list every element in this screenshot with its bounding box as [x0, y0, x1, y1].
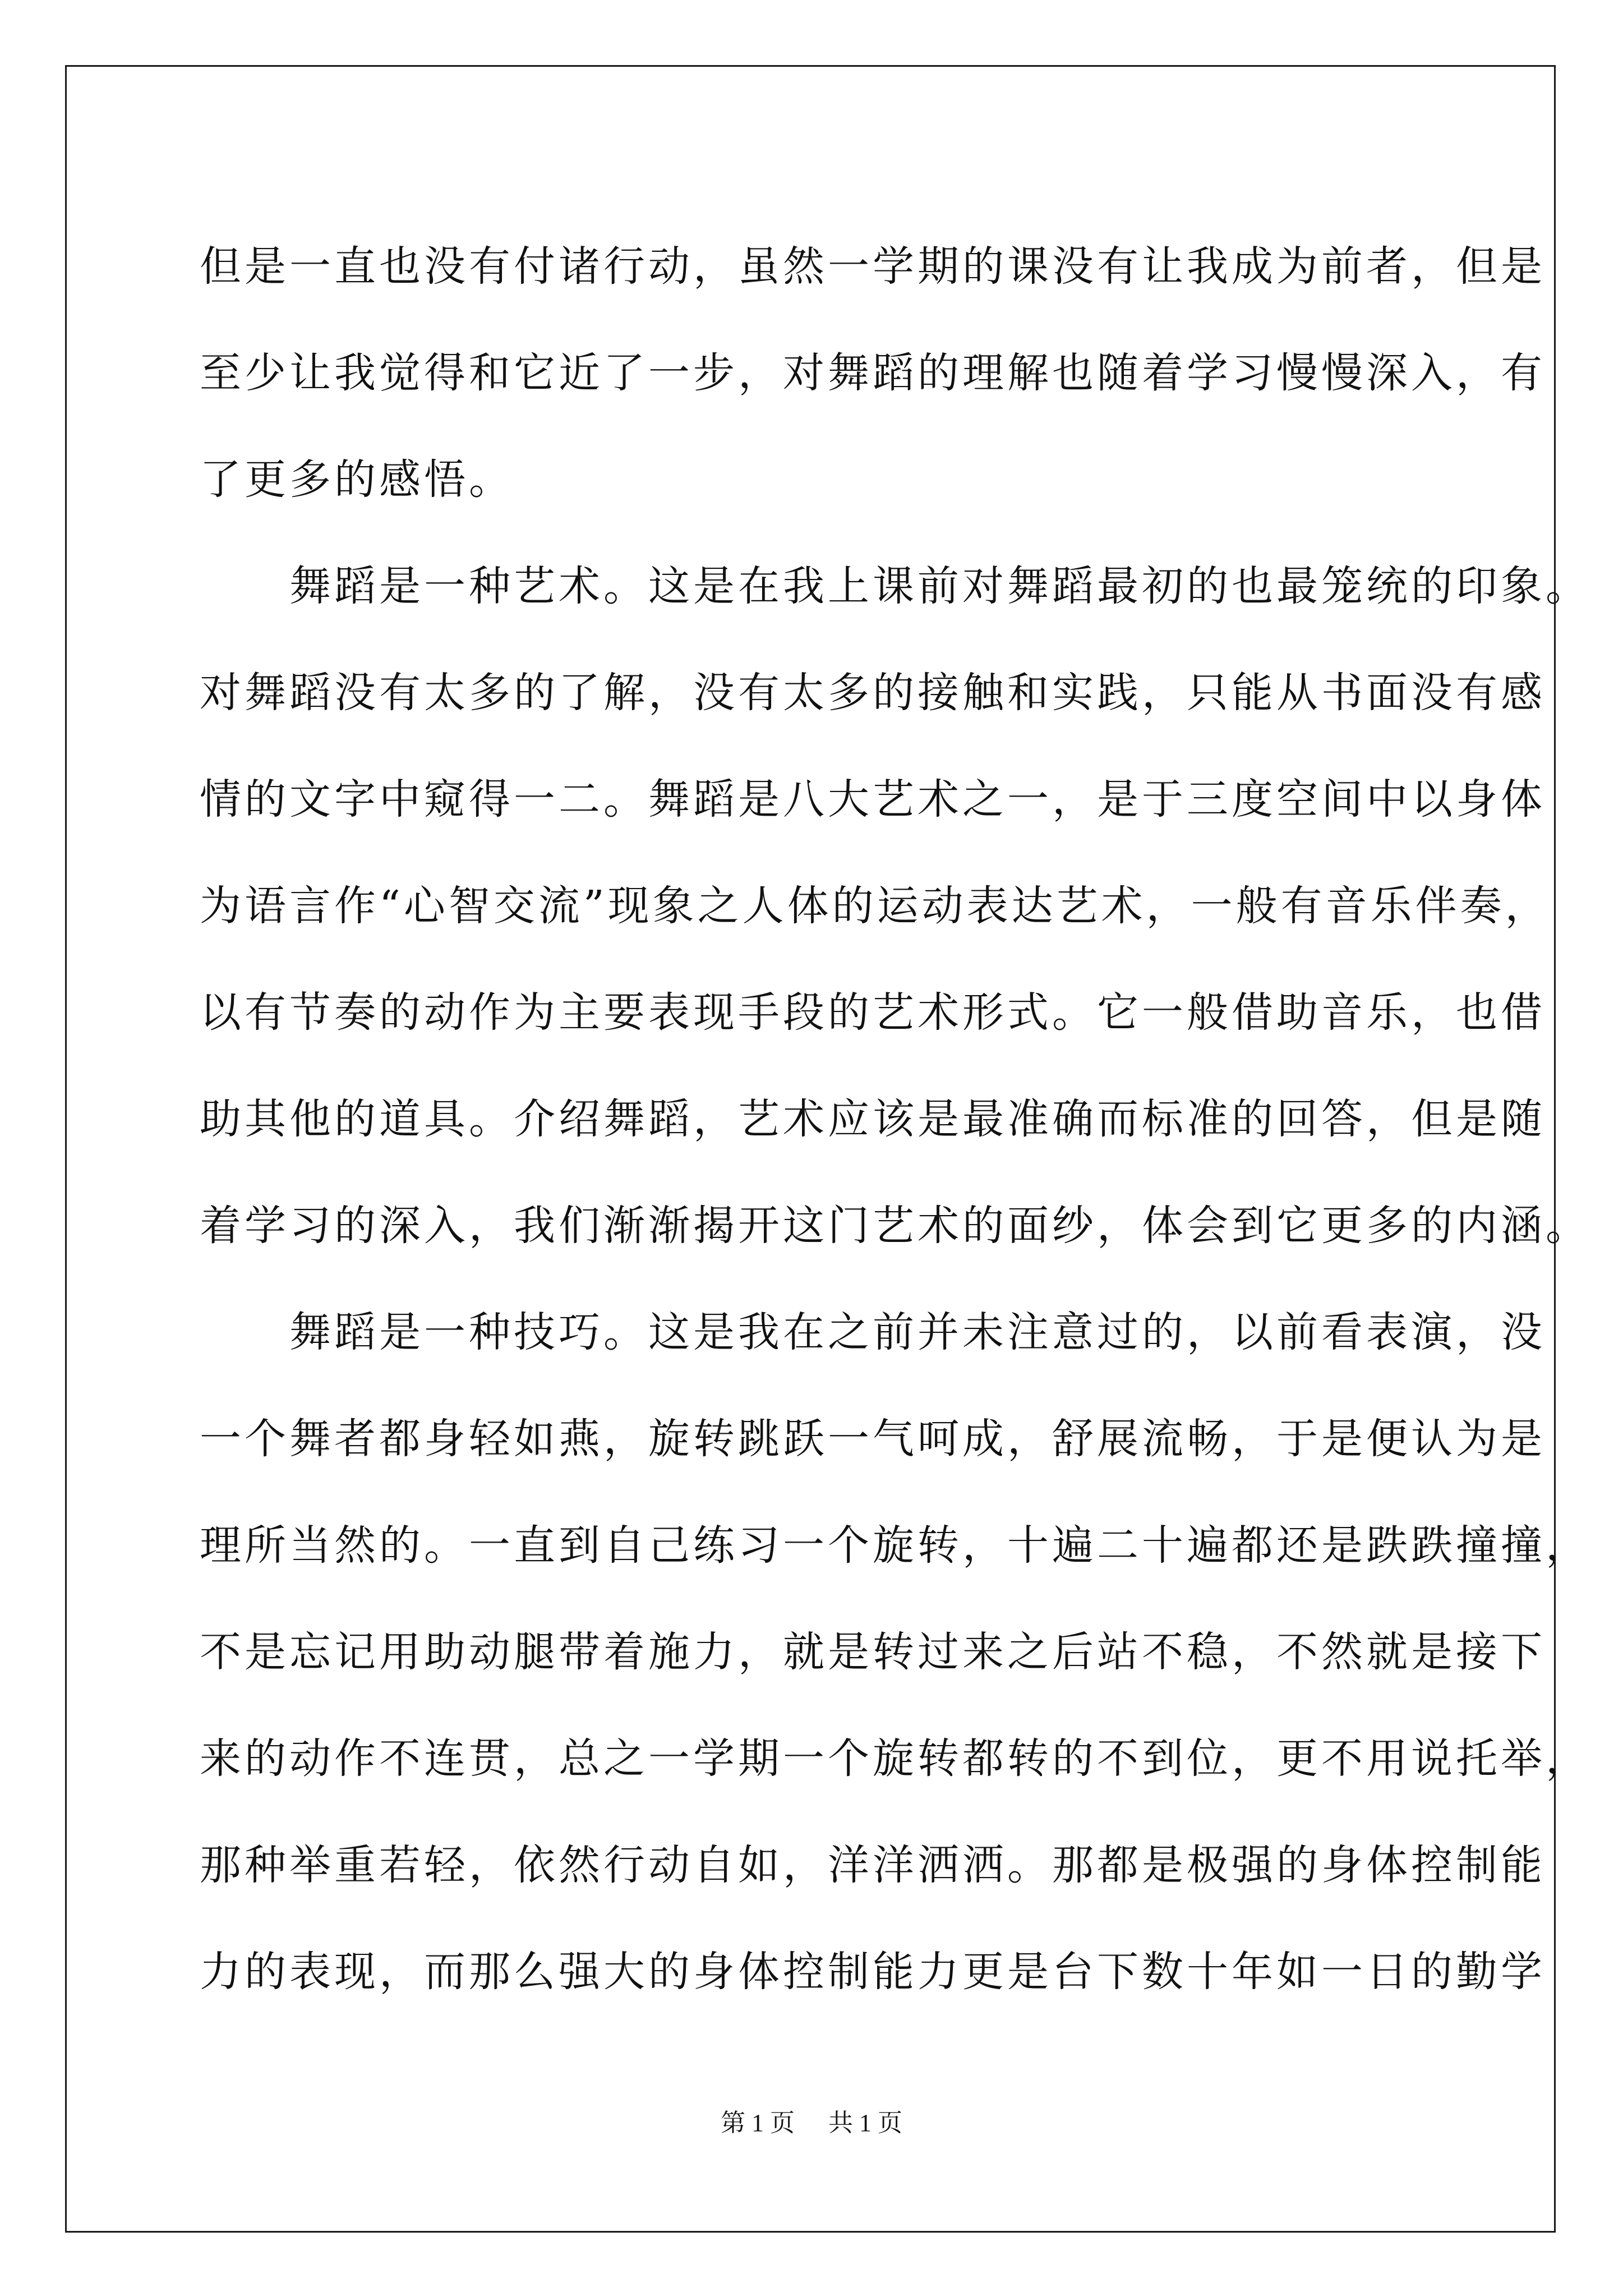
text-line: 那种举重若轻，依然行动自如，洋洋洒洒。那都是极强的身体控制能: [200, 1841, 1546, 1889]
text-line: 舞蹈是一种技巧。这是我在之前并未注意过的，以前看表演，没: [200, 1308, 1546, 1356]
text-line: 力的表现，而那么强大的身体控制能力更是台下数十年如一日的勤学: [200, 1948, 1546, 1996]
document-body: [200, 213, 1590, 2025]
text-line: 对舞蹈没有太多的了解，没有太多的接触和实践，只能从书面没有感: [200, 669, 1546, 717]
text-line: 舞蹈是一种艺术。这是在我上课前对舞蹈最初的也最笼统的印象。: [200, 562, 1590, 610]
text-line: 以有节奏的动作为主要表现手段的艺术形式。它一般借助音乐，也借: [200, 988, 1546, 1037]
page-number: 第 1 页: [721, 2109, 795, 2137]
text-line: 一个舞者都身轻如燕，旋转跳跃一气呵成，舒展流畅，于是便认为是: [200, 1415, 1546, 1463]
text-line: 不是忘记用助动腿带着施力，就是转过来之后站不稳，不然就是接下: [200, 1628, 1546, 1676]
text-line: 着学习的深入，我们渐渐揭开这门艺术的面纱，体会到它更多的内涵。: [200, 1202, 1590, 1250]
text-line: 但是一直也没有付诸行动，虽然一学期的课没有让我成为前者，但是: [200, 242, 1546, 291]
text-line: 至少让我觉得和它近了一步，对舞蹈的理解也随着学习慢慢深入，有: [200, 349, 1546, 397]
text-line: 为语言作“心智交流”现象之人体的运动表达艺术，一般有音乐伴奏，: [200, 882, 1550, 930]
text-line: 来的动作不连贯，总之一学期一个旋转都转的不到位，更不用说托举，: [200, 1734, 1590, 1783]
text-line: 情的文字中窥得一二。舞蹈是八大艺术之一，是于三度空间中以身体: [200, 775, 1546, 823]
text-line: 了更多的感悟。: [200, 455, 514, 504]
text-line: 助其他的道具。介绍舞蹈，艺术应该是最准确而标准的回答，但是随: [200, 1095, 1546, 1143]
text-line: 理所当然的。一直到自己练习一个旋转，十遍二十遍都还是跌跌撞撞，: [200, 1521, 1590, 1570]
page-total: 共 1 页: [828, 2109, 902, 2137]
page-footer: [0, 2102, 1623, 2138]
